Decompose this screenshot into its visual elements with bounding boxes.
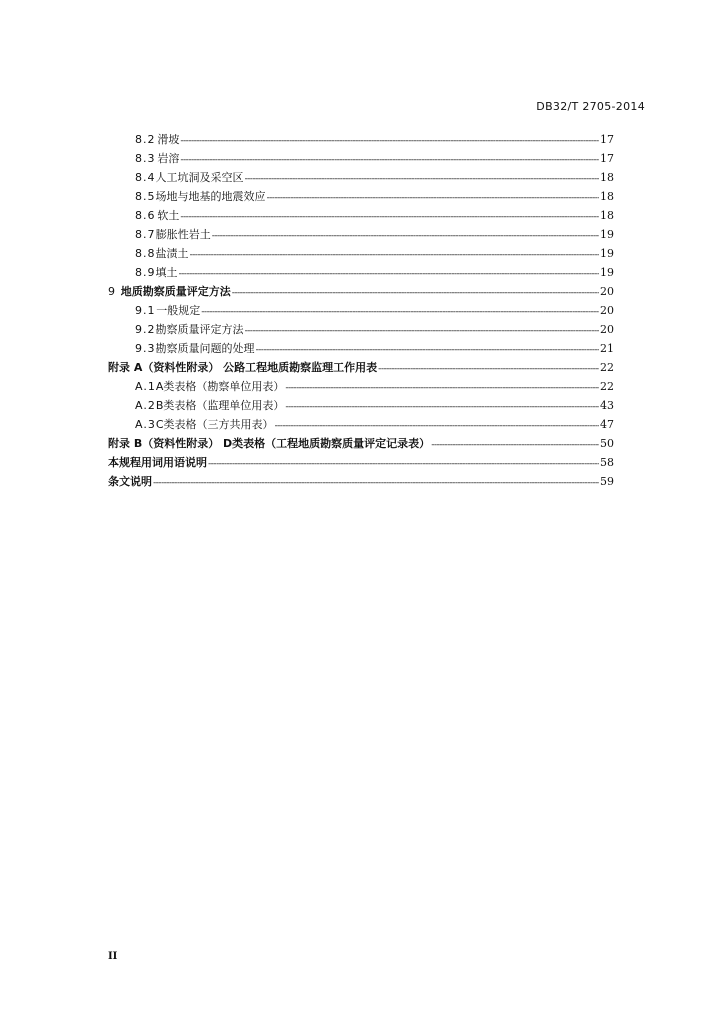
toc-entry-page: 20 [600, 285, 614, 298]
toc-entry-title: 人工坑洞及采空区 [155, 171, 244, 184]
toc-leader-dots [180, 132, 599, 151]
toc-leader-dots [179, 265, 600, 284]
toc-entry-number: 8.7 [135, 228, 156, 241]
toc-entry-number: 8.2 [135, 133, 156, 146]
toc-entry-number: A.2 [135, 399, 156, 412]
toc-entry-title: C类表格（三方共用表） [155, 418, 274, 431]
toc-entry[interactable] [108, 130, 614, 149]
toc-entry-page: 19 [600, 247, 614, 260]
toc-entry-page: 20 [600, 304, 614, 317]
toc-entry-page: 22 [600, 380, 614, 393]
toc-section-entry[interactable] [108, 453, 614, 472]
toc-leader-dots [267, 189, 600, 208]
toc-entry-page: 47 [600, 418, 614, 431]
toc-entry-page: 18 [600, 190, 614, 203]
toc-entry-number: 8.9 [135, 266, 156, 279]
toc-entry-title: 盐渍土 [155, 247, 189, 260]
toc-entry-page: 17 [600, 133, 614, 146]
toc-entry-title: 软土 [157, 209, 180, 222]
toc-entry-page: 22 [600, 361, 614, 374]
toc-entry-title: 膨胀性岩土 [155, 228, 211, 241]
toc-entry-title: 本规程用词用语说明 [108, 456, 207, 469]
toc-appendix-entry[interactable] [108, 434, 614, 453]
toc-entry-page: 19 [600, 228, 614, 241]
toc-leader-dots [201, 303, 599, 322]
toc-entry-number: A.3 [135, 418, 156, 431]
toc-entry-page: 18 [600, 171, 614, 184]
toc-entry-title: 条文说明 [108, 475, 152, 488]
toc-entry-page: 18 [600, 209, 614, 222]
toc-leader-dots [431, 436, 599, 455]
toc-entry-number: 8.3 [135, 152, 156, 165]
toc-entry[interactable] [108, 263, 614, 282]
toc-entry-title: 附录 B（资料性附录） D类表格（工程地质勘察质量评定记录表） [108, 437, 431, 450]
toc-entry-title: 附录 A（资料性附录） 公路工程地质勘察监理工作用表 [108, 361, 378, 374]
toc-entry-title: 填土 [155, 266, 178, 279]
toc-entry[interactable] [108, 225, 614, 244]
toc-entry-title: A类表格（勘察单位用表） [155, 380, 285, 393]
toc-entry-page: 17 [600, 152, 614, 165]
toc-entry-page: 43 [600, 399, 614, 412]
toc-entry-title: 地质勘察质量评定方法 [120, 285, 231, 298]
toc-entry[interactable] [108, 415, 614, 434]
toc-entry-title: 滑坡 [157, 133, 180, 146]
toc-entry-title: 勘察质量问题的处理 [155, 342, 255, 355]
table-of-contents [108, 130, 614, 491]
toc-entry-number: 8.6 [135, 209, 156, 222]
toc-leader-dots [245, 322, 600, 341]
toc-entry-page: 20 [600, 323, 614, 336]
toc-entry-number: 9.3 [135, 342, 156, 355]
toc-entry[interactable] [108, 339, 614, 358]
toc-entry[interactable] [108, 244, 614, 263]
toc-entry-number: A.1 [135, 380, 156, 393]
toc-entry[interactable] [108, 301, 614, 320]
toc-entry-number: 8.4 [135, 171, 156, 184]
toc-entry[interactable] [108, 168, 614, 187]
toc-entry-page: 50 [600, 437, 614, 450]
toc-entry[interactable] [108, 206, 614, 225]
toc-entry-number: 8.8 [135, 247, 156, 260]
toc-entry[interactable] [108, 149, 614, 168]
document-code: DB32/T 2705-2014 [536, 100, 645, 113]
toc-entry-title: B类表格（监理单位用表） [155, 399, 285, 412]
toc-leader-dots [285, 379, 599, 398]
toc-entry-title: 勘察质量评定方法 [155, 323, 244, 336]
toc-entry-number: 9.1 [135, 304, 156, 317]
toc-entry-title: 岩溶 [157, 152, 180, 165]
toc-entry-page: 19 [600, 266, 614, 279]
toc-entry[interactable] [108, 377, 614, 396]
page-number-roman: II [108, 951, 118, 962]
toc-section-entry[interactable] [108, 472, 614, 491]
toc-chapter-entry[interactable] [108, 282, 614, 301]
toc-entry-page: 59 [600, 475, 614, 488]
toc-leader-dots [378, 360, 599, 379]
toc-leader-dots [190, 246, 600, 265]
toc-entry-number: 8.5 [135, 190, 156, 203]
toc-entry-page: 21 [600, 342, 614, 355]
toc-leader-dots [212, 227, 599, 246]
toc-leader-dots [208, 455, 599, 474]
toc-entry-number: 9 [108, 285, 116, 298]
toc-entry-title: 场地与地基的地震效应 [155, 190, 266, 203]
toc-entry[interactable] [108, 396, 614, 415]
toc-entry[interactable] [108, 320, 614, 339]
toc-leader-dots [180, 208, 599, 227]
toc-entry-title: 一般规定 [156, 304, 201, 317]
toc-leader-dots [245, 170, 600, 189]
toc-entry[interactable] [108, 187, 614, 206]
toc-entry-number: 9.2 [135, 323, 156, 336]
toc-leader-dots [153, 474, 599, 493]
toc-leader-dots [285, 398, 599, 417]
toc-leader-dots [232, 284, 599, 303]
toc-entry-page: 58 [600, 456, 614, 469]
toc-appendix-entry[interactable] [108, 358, 614, 377]
